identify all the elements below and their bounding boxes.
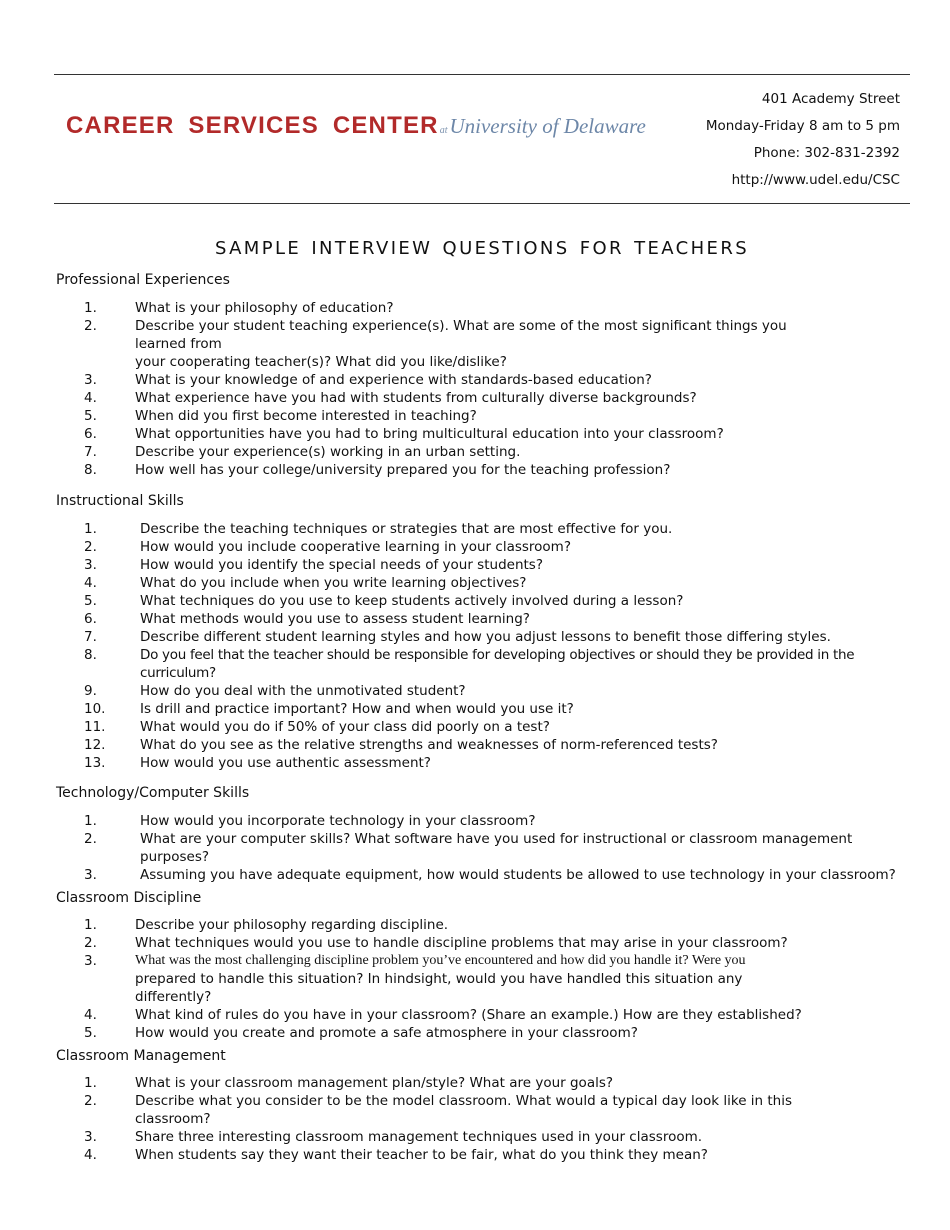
question-item bbox=[0, 610, 910, 628]
question-number: 6. bbox=[84, 611, 97, 627]
question-item bbox=[0, 520, 910, 538]
question-number: 13. bbox=[84, 755, 106, 771]
question-text: How would you incorporate technology in your classroom? bbox=[140, 813, 536, 829]
question-item bbox=[0, 628, 910, 646]
question-number: 1. bbox=[84, 917, 97, 933]
question-item bbox=[0, 736, 910, 754]
question-number: 2. bbox=[84, 318, 97, 334]
question-item bbox=[0, 389, 815, 407]
question-text: How well has your college/university prepared you for the teaching profession? bbox=[135, 462, 671, 478]
question-number: 3. bbox=[84, 557, 97, 573]
contact-url: http://www.udel.edu/CSC bbox=[731, 172, 900, 188]
question-number: 7. bbox=[84, 629, 97, 645]
question-number: 3. bbox=[84, 372, 97, 388]
question-number: 2. bbox=[84, 935, 97, 951]
question-text: What is your knowledge of and experience with standards-based education? bbox=[135, 372, 652, 388]
logo-at-text: at bbox=[439, 125, 448, 136]
question-number: 4. bbox=[84, 575, 97, 591]
question-text: Describe different student learning styles and how you adjust lessons to benefit those differing styles. bbox=[140, 629, 831, 645]
question-text: What techniques do you use to keep students actively involved during a lesson? bbox=[140, 593, 684, 609]
question-number: 11. bbox=[84, 719, 106, 735]
question-number: 1. bbox=[84, 521, 97, 537]
question-text: Describe the teaching techniques or strategies that are most effective for you. bbox=[140, 521, 673, 537]
question-number: 1. bbox=[84, 1075, 97, 1091]
question-text: What was the most challenging discipline problem you’ve encountered and how did you handle it? Were you bbox=[135, 953, 746, 968]
question-text: Do you feel that the teacher should be responsible for developing objectives or should they be provided in the curriculum? bbox=[140, 647, 855, 681]
question-item bbox=[0, 425, 815, 443]
question-number: 8. bbox=[84, 462, 97, 478]
question-number: 12. bbox=[84, 737, 106, 753]
question-text: How do you deal with the unmotivated student? bbox=[140, 683, 466, 699]
question-number: 5. bbox=[84, 593, 97, 609]
question-number: 9. bbox=[84, 683, 97, 699]
question-item bbox=[0, 866, 910, 884]
question-number: 1. bbox=[84, 813, 97, 829]
question-number: 5. bbox=[84, 1025, 97, 1041]
question-number: 6. bbox=[84, 426, 97, 442]
section-heading-technology-computer-skills: Technology/Computer Skills bbox=[56, 785, 250, 801]
question-text: How would you include cooperative learning in your classroom? bbox=[140, 539, 571, 555]
question-item bbox=[0, 700, 910, 718]
question-item bbox=[0, 371, 815, 389]
question-text: How would you identify the special needs of your students? bbox=[140, 557, 543, 573]
header-bottom-rule bbox=[54, 203, 910, 204]
question-text: What would you do if 50% of your class did poorly on a test? bbox=[140, 719, 550, 735]
question-text: What techniques would you use to handle discipline problems that may arise in your classroom? bbox=[135, 935, 788, 951]
question-text: Describe your student teaching experience(s). What are some of the most significant things you learned from bbox=[135, 318, 787, 352]
question-item bbox=[0, 830, 910, 866]
question-item bbox=[0, 952, 815, 1006]
question-list-instructional-skills bbox=[0, 520, 910, 772]
question-item bbox=[0, 916, 815, 934]
question-number: 1. bbox=[84, 300, 97, 316]
question-text: What kind of rules do you have in your classroom? (Share an example.) How are they established? bbox=[135, 1007, 802, 1023]
career-services-logo bbox=[66, 112, 646, 140]
question-text: What do you include when you write learning objectives? bbox=[140, 575, 527, 591]
question-text-continued: your cooperating teacher(s)? What did you like/dislike? bbox=[135, 354, 507, 370]
contact-address: 401 Academy Street bbox=[761, 91, 900, 107]
question-number: 2. bbox=[84, 1093, 97, 1109]
question-item bbox=[0, 682, 910, 700]
question-text: What experience have you had with students from culturally diverse backgrounds? bbox=[135, 390, 697, 406]
question-number: 8. bbox=[84, 647, 97, 663]
question-text: Describe your experience(s) working in an urban setting. bbox=[135, 444, 521, 460]
header-top-rule bbox=[54, 74, 910, 75]
question-item bbox=[0, 461, 815, 479]
question-number: 10. bbox=[84, 701, 106, 717]
question-text: How would you create and promote a safe atmosphere in your classroom? bbox=[135, 1025, 638, 1041]
question-item bbox=[0, 1006, 815, 1024]
contact-phone: Phone: 302-831-2392 bbox=[753, 145, 900, 161]
question-item bbox=[0, 538, 910, 556]
logo-university-text: University of Delaware bbox=[449, 114, 646, 138]
question-item bbox=[0, 574, 910, 592]
question-text: Is drill and practice important? How and when would you use it? bbox=[140, 701, 574, 717]
section-heading-classroom-discipline: Classroom Discipline bbox=[56, 890, 202, 906]
question-item bbox=[0, 317, 815, 371]
question-item bbox=[0, 934, 815, 952]
question-item bbox=[0, 407, 815, 425]
question-item bbox=[0, 1024, 815, 1042]
logo-main-text: CAREER SERVICES CENTER bbox=[66, 112, 439, 139]
question-number: 2. bbox=[84, 831, 97, 847]
question-item bbox=[0, 592, 910, 610]
question-text: What methods would you use to assess student learning? bbox=[140, 611, 530, 627]
section-heading-instructional-skills: Instructional Skills bbox=[56, 493, 184, 509]
question-number: 4. bbox=[84, 390, 97, 406]
question-item bbox=[0, 1092, 815, 1128]
question-item bbox=[0, 1074, 815, 1092]
question-item bbox=[0, 812, 910, 830]
question-text: Describe your philosophy regarding discipline. bbox=[135, 917, 449, 933]
question-number: 2. bbox=[84, 539, 97, 555]
question-item bbox=[0, 718, 910, 736]
question-item bbox=[0, 443, 815, 461]
question-text: When did you first become interested in teaching? bbox=[135, 408, 477, 424]
question-number: 4. bbox=[84, 1147, 97, 1163]
contact-block bbox=[706, 86, 900, 194]
question-text-continued: prepared to handle this situation? In hindsight, would you have handled this situation any differently? bbox=[135, 971, 743, 1005]
question-number: 5. bbox=[84, 408, 97, 424]
question-text: What opportunities have you had to bring multicultural education into your classroom? bbox=[135, 426, 724, 442]
question-text: Share three interesting classroom management techniques used in your classroom. bbox=[135, 1129, 703, 1145]
section-heading-professional-experiences: Professional Experiences bbox=[56, 272, 230, 288]
question-text: What is your philosophy of education? bbox=[135, 300, 394, 316]
question-number: 3. bbox=[84, 1129, 97, 1145]
question-text: Describe what you consider to be the model classroom. What would a typical day look like in this classroom? bbox=[135, 1093, 793, 1127]
question-text: What are your computer skills? What software have you used for instructional or classroom management purposes? bbox=[140, 831, 853, 865]
question-list-professional-experiences bbox=[0, 299, 815, 479]
question-item bbox=[0, 754, 910, 772]
question-item bbox=[0, 1128, 815, 1146]
question-item bbox=[0, 1146, 815, 1164]
question-text: What do you see as the relative strengths and weaknesses of norm-referenced tests? bbox=[140, 737, 718, 753]
question-number: 7. bbox=[84, 444, 97, 460]
contact-hours: Monday-Friday 8 am to 5 pm bbox=[705, 118, 900, 134]
question-text: When students say they want their teacher to be fair, what do you think they mean? bbox=[135, 1147, 708, 1163]
question-text: How would you use authentic assessment? bbox=[140, 755, 431, 771]
question-item bbox=[0, 299, 815, 317]
question-text: What is your classroom management plan/style? What are your goals? bbox=[135, 1075, 614, 1091]
question-number: 3. bbox=[84, 867, 97, 883]
question-list-technology-computer-skills bbox=[0, 812, 910, 884]
question-list-classroom-management bbox=[0, 1074, 815, 1164]
question-item bbox=[0, 646, 910, 682]
question-number: 3. bbox=[84, 953, 97, 969]
section-heading-classroom-management: Classroom Management bbox=[56, 1048, 226, 1064]
question-number: 4. bbox=[84, 1007, 97, 1023]
question-item bbox=[0, 556, 910, 574]
page-title: SAMPLE INTERVIEW QUESTIONS FOR TEACHERS bbox=[214, 238, 750, 259]
question-text: Assuming you have adequate equipment, how would students be allowed to use technology in your classroom? bbox=[140, 867, 896, 883]
question-list-classroom-discipline bbox=[0, 916, 815, 1042]
